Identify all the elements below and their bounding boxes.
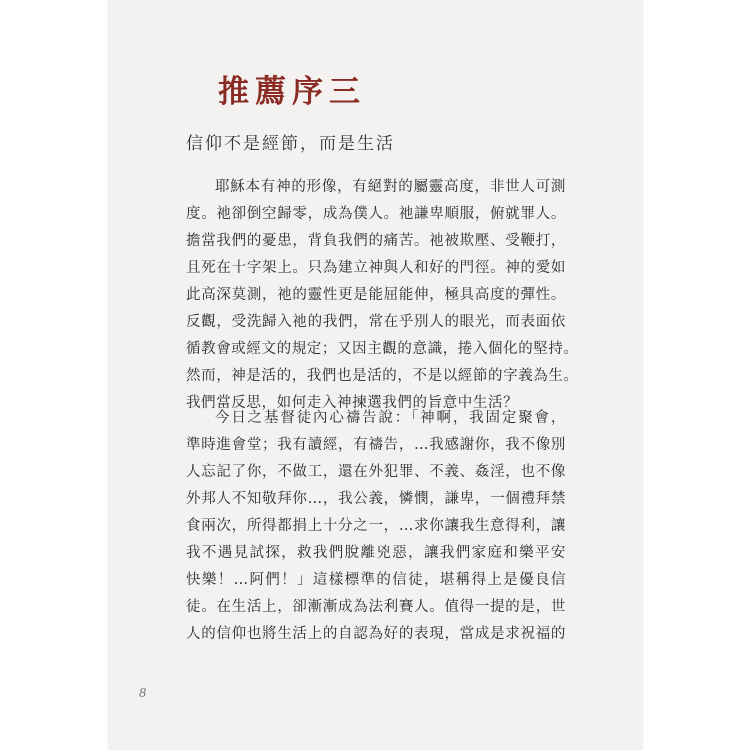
book-page (108, 0, 643, 750)
paragraph-line: 外邦人不知敬拜你…，我公義，憐憫，謙卑，一個禮拜禁 (186, 491, 566, 507)
paragraph-line: 我不遇見試探，救我們脫離兇惡，讓我們家庭和樂平安 (186, 545, 566, 561)
paragraph-2 (186, 405, 566, 648)
paragraph-1 (186, 174, 579, 417)
section-subtitle: 信仰不是經節，而是生活 (186, 134, 395, 154)
paragraph-line: 耶穌本有神的形像，有絕對的屬靈高度，非世人可測 (215, 179, 566, 195)
page-title: 推薦序三 (218, 74, 366, 110)
paragraph-line: 且死在十字架上。只為建立神與人和好的門徑。神的愛如 (186, 260, 566, 276)
paragraph-line: 食兩次，所得都捐上十分之一，…求你讓我生意得利，讓 (186, 518, 566, 534)
paragraph-line: 度。祂卻倒空歸零，成為僕人。祂謙卑順服，俯就罪人。 (186, 206, 566, 222)
paragraph-line: 此高深莫測，祂的靈性更是能屈能伸，極具高度的彈性。 (186, 287, 566, 303)
paragraph-line: 準時進會堂；我有讀經，有禱告，…我感謝你，我不像別 (186, 437, 566, 453)
paragraph-line: 循教會或經文的規定；又因主觀的意識，捲入個化的堅持。 (186, 341, 579, 357)
paragraph-line: 人忘記了你，不做工，還在外犯罪、不義、姦淫，也不像 (186, 464, 566, 480)
paragraph-line: 快樂！…阿們！」這樣標準的信徒，堪稱得上是優良信 (186, 572, 566, 588)
paragraph-line: 人的信仰也將生活上的自認為好的表現，當成是求祝福的 (186, 626, 566, 642)
page-number: 8 (139, 686, 146, 701)
paragraph-line: 今日之基督徒內心禱告說：「神啊，我固定聚會， (215, 410, 566, 426)
paragraph-line: 然而，神是活的，我們也是活的，不是以經節的字義為生。 (186, 368, 579, 384)
paragraph-line: 徒。在生活上，卻漸漸成為法利賽人。值得一提的是，世 (186, 599, 566, 615)
paragraph-line: 擔當我們的憂患，背負我們的痛苦。祂被欺壓、受鞭打， (186, 233, 566, 249)
paragraph-line: 反觀，受洗歸入祂的我們，常在乎別人的眼光，而表面依 (186, 314, 566, 330)
paragraph-line: 我們當反思，如何走入神揀選我們的旨意中生活？ (186, 395, 519, 411)
